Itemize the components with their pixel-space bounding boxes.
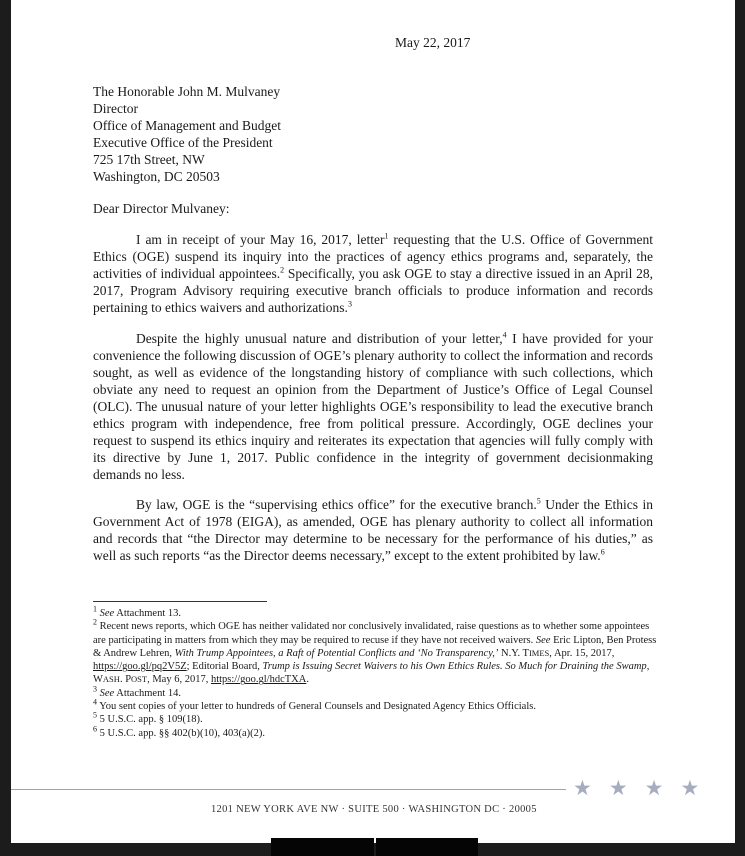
footnote-ref: 4 [502, 330, 507, 340]
footnote-ref: 6 [600, 547, 605, 557]
footnote-4: $^4$ You sent copies of your letter to hundreds of General Counsels and Designated Agency Ethics Officials. [93, 697, 536, 713]
address-line: Director [93, 101, 138, 116]
footnote-5: $^5$ 5 U.S.C. app. § 109(18). [93, 710, 203, 726]
address-line: Executive Office of the President [93, 135, 273, 150]
footnote-6: $^6$ 5 U.S.C. app. §§ 402(b)(10), 403(a)(2). [93, 724, 265, 739]
footer-rule [11, 789, 566, 790]
address-line: Office of Management and Budget [93, 118, 281, 133]
bottom-dark-tab [376, 838, 478, 856]
star-icon: ★★★★ [573, 776, 717, 800]
footnote-1: $^1$ See Attachment 13. [93, 604, 181, 619]
letter-page [11, 0, 735, 843]
footnote-ref: 3 [347, 299, 352, 309]
bottom-dark-tab [271, 838, 374, 856]
footnote-2: $^2$ Recent news reports, which OGE has neither validated nor conclusively invalidated, raise questions as to whether some appointees are participating in matters from which they may be required to recuse if they have not received waivers. See Eric Lipton, Ben Protess & Andrew Lehren, With Trump Appointees, a Raft of Potential Conflicts and ‘No Transparency,’ N.Y. TIMES, Apr. 15, 2017, https://goo.gl/pq2V5Z; Editorial Board, Trump is Issuing Secret Waivers to his Own Ethics Rules. So Much for Draining the Swamp, WASH. POST, May 6, 2017, https://goo.gl/hdcTXA. [93, 617, 657, 686]
footnote-ref: 2 [280, 265, 285, 275]
footnote-ref: 1 [384, 231, 389, 241]
footnotes [93, 604, 659, 740]
letter-date: May 22, 2017 [395, 35, 471, 50]
footer-address: 1201 NEW YORK AVE NW · SUITE 500 · WASHINGTON DC · 20005 [211, 804, 537, 815]
footnote-link[interactable]: https://goo.gl/pq2V5Z [93, 661, 187, 673]
footnote-link[interactable]: https://goo.gl/hdcTXA [210, 674, 307, 686]
body-paragraph-2: Despite the highly unusual nature and distribution of your letter,$^4$ I have provided for your convenience the following discussion of OGE’s plenary authority to collect the information and records sought, as well as evidence of the longstanding history of compliance with such collections, which obviate any need to request an opinion from the Department of Justice’s Office of Legal Counsel (OLC). The unusual nature of your letter highlights OGE’s responsibility to lead the executive branch ethics program with independence, free from political pressure. Accordingly, OGE declines your request to suspend its ethics inquiry and reiterates its expectation that agencies will fully comply with its directive by June 1, 2017. Public confidence in the integrity of government decisionmaking demands no less. [93, 330, 653, 482]
footnote-ref: 5 [536, 496, 541, 506]
address-line: 725 17th Street, NW [93, 152, 205, 167]
body-paragraph-3: By law, OGE is the “supervising ethics office” for the executive branch.$^5$ Under the Ethics in Government Act of 1978 (EIGA), as amended, OGE has plenary authority to collect all information and records that “the Director may determine to be necessary for the performance of his duties,” as well as such reports “as the Director deems necessary,” except to the extent prohibited by law.$^6$ [93, 496, 653, 563]
body-paragraph-1: I am in receipt of your May 16, 2017, letter$^1$ requesting that the U.S. Office of Government Ethics (OGE) suspend its inquiry into the practices of agency ethics programs and, separately, the activities of individual appointees.$^2$ Specifically, you ask OGE to stay a directive issued in an April 28, 2017, Program Advisory requiring executive branch officials to produce information and records pertaining to ethics waivers and authorizations.$^3$ [93, 231, 654, 315]
salutation: Dear Director Mulvaney: [93, 201, 230, 216]
footnote-3: $^3$ See Attachment 14. [93, 684, 181, 699]
address-line: Washington, DC 20503 [93, 169, 220, 184]
footnote-divider [93, 601, 267, 602]
recipient-address [93, 83, 281, 185]
address-line: The Honorable John M. Mulvaney [93, 84, 281, 99]
